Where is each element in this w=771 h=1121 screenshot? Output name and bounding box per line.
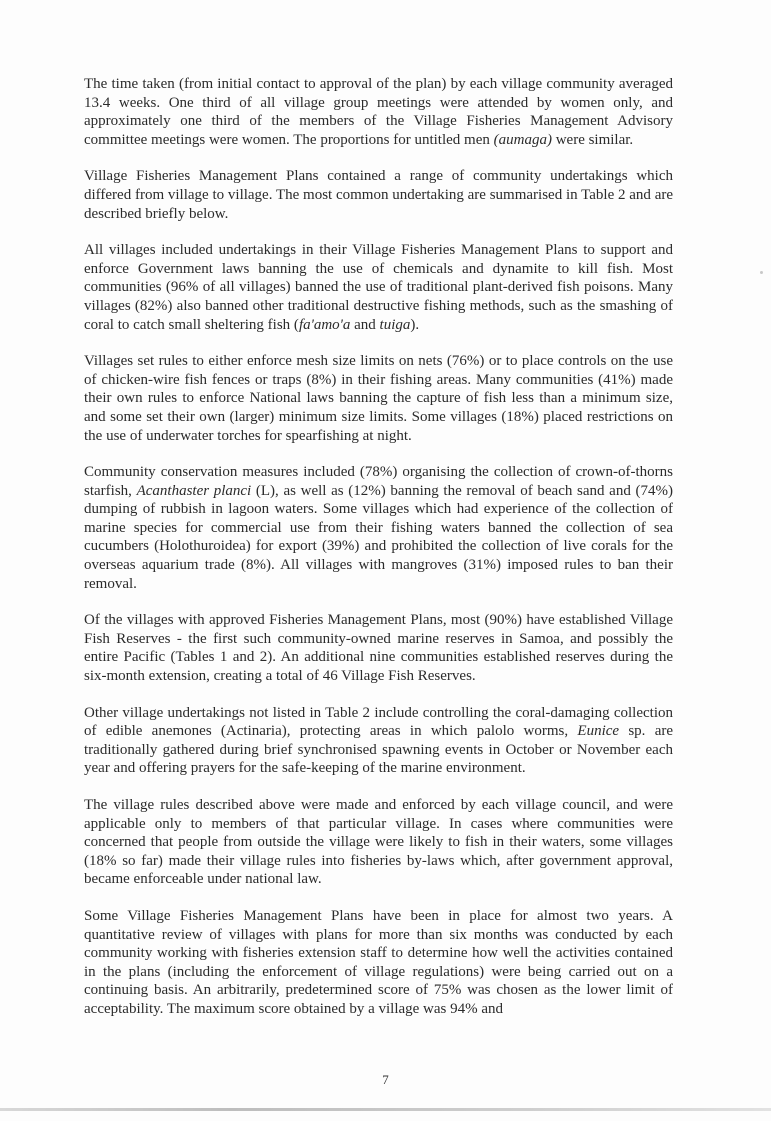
paragraph-1 xyxy=(84,75,673,149)
paragraph-8 xyxy=(84,796,673,889)
scan-speck xyxy=(760,271,763,274)
paragraph-6 xyxy=(84,611,673,685)
paragraph-7 xyxy=(84,704,673,778)
paragraph-3 xyxy=(84,241,673,334)
text-run: were similar. xyxy=(551,131,634,148)
text-run: Community conservation measures included (78%) organising the collection of crown-of-thorns starfish, xyxy=(84,464,673,499)
italic-term: fa'amo'a xyxy=(298,316,351,333)
text-run: sp. are traditionally gathered during brief synchronised spawning events in October or November each year and offering prayers for the safe-keeping of the marine environment. xyxy=(84,723,674,777)
paragraph-2 xyxy=(84,167,673,223)
text-run: Villages set rules to either enforce mesh size limits on nets (76%) or to place controls on the use of chicken-wire fish fences or traps (8%) in their fishing areas. Many communities (41%) made their own rules to enforce National laws banning the capture of fish less than a minimum size, and some set their own (larger) minimum size limits. Some villages (18%) placed restrictions on the use of underwater torches for spearfishing at night. xyxy=(84,353,673,444)
italic-term: tuiga xyxy=(379,316,411,333)
paragraph-4 xyxy=(84,352,673,445)
italic-term: (aumaga) xyxy=(493,131,552,148)
text-run: Of the villages with approved Fisheries Management Plans, most (90%) have established Village Fish Reserves - the first such community-owned marine reserves in Samoa, and possibly the entire Pacific (Tables 1 and 2). An additional nine communities established reserves during the six-month extension, creating a total of 46 Village Fish Reserves. xyxy=(84,612,673,685)
text-run: Some Village Fisheries Management Plans have been in place for almost two years. A quantitative review of villages with plans for more than six months was conducted by each community working with fisheries extension staff to determine how well the activities contained in the plans (including the enforcement of village regulations) were being carried out on a continuing basis. An arbitrarily, predetermined score of 75% was chosen as the lower limit of acceptability. The maximum score obtained by a village was 94% and xyxy=(84,907,673,1017)
text-run: and xyxy=(350,316,380,333)
text-run: (L), as well as (12%) banning the removal of beach sand and (74%) dumping of rubbish in lagoon waters. Some villages which had experience of the collection of marine species for commercial use from their fishing waters banned the collection of sea cucumbers (Holothuroidea) for export (39%) and prohibited the collection of live corals for the overseas aquarium trade (8%). All villages with mangroves (31%) imposed rules to ban their removal. xyxy=(84,482,673,592)
italic-term: Acanthaster planci xyxy=(136,482,252,499)
text-run: Village Fisheries Management Plans contained a range of community undertakings which differed from village to village. The most common undertaking are summarised in Table 2 and are described briefly below. xyxy=(84,168,673,222)
scan-edge-line xyxy=(0,1108,771,1111)
page-number: 7 xyxy=(382,1072,389,1087)
italic-term: Eunice xyxy=(577,723,620,740)
paragraph-5 xyxy=(84,463,673,593)
text-run: All villages included undertakings in their Village Fisheries Management Plans to support and enforce Government laws banning the use of chemicals and dynamite to kill fish. Most communities (96% of all villages) banned the use of traditional plant-derived fish poisons. Many villages (82%) also banned other traditional destructive fishing methods, such as the smashing of coral to catch small sheltering fish ( xyxy=(84,242,673,333)
text-run: The time taken (from initial contact to approval of the plan) by each village community averaged 13.4 weeks. One third of all village group meetings were attended by women only, and approximately one third of the members of the Village Fisheries Management Advisory committee meetings were women. The proportions for untitled men xyxy=(84,76,673,148)
text-run: ). xyxy=(410,316,420,333)
paragraph-9 xyxy=(84,907,673,1019)
document-body xyxy=(84,75,673,1037)
text-run: Other village undertakings not listed in Table 2 include controlling the coral-damaging collection of edible anemones (Actinaria), protecting areas in which palolo worms, xyxy=(84,704,673,740)
text-run: The village rules described above were made and enforced by each village council, and were applicable only to members of that particular village. In cases where communities were concerned that people from outside the village were likely to fish in their waters, some villages (18% so far) made their village rules into fisheries by-laws which, after government approval, became enforceable under national law. xyxy=(84,797,673,888)
